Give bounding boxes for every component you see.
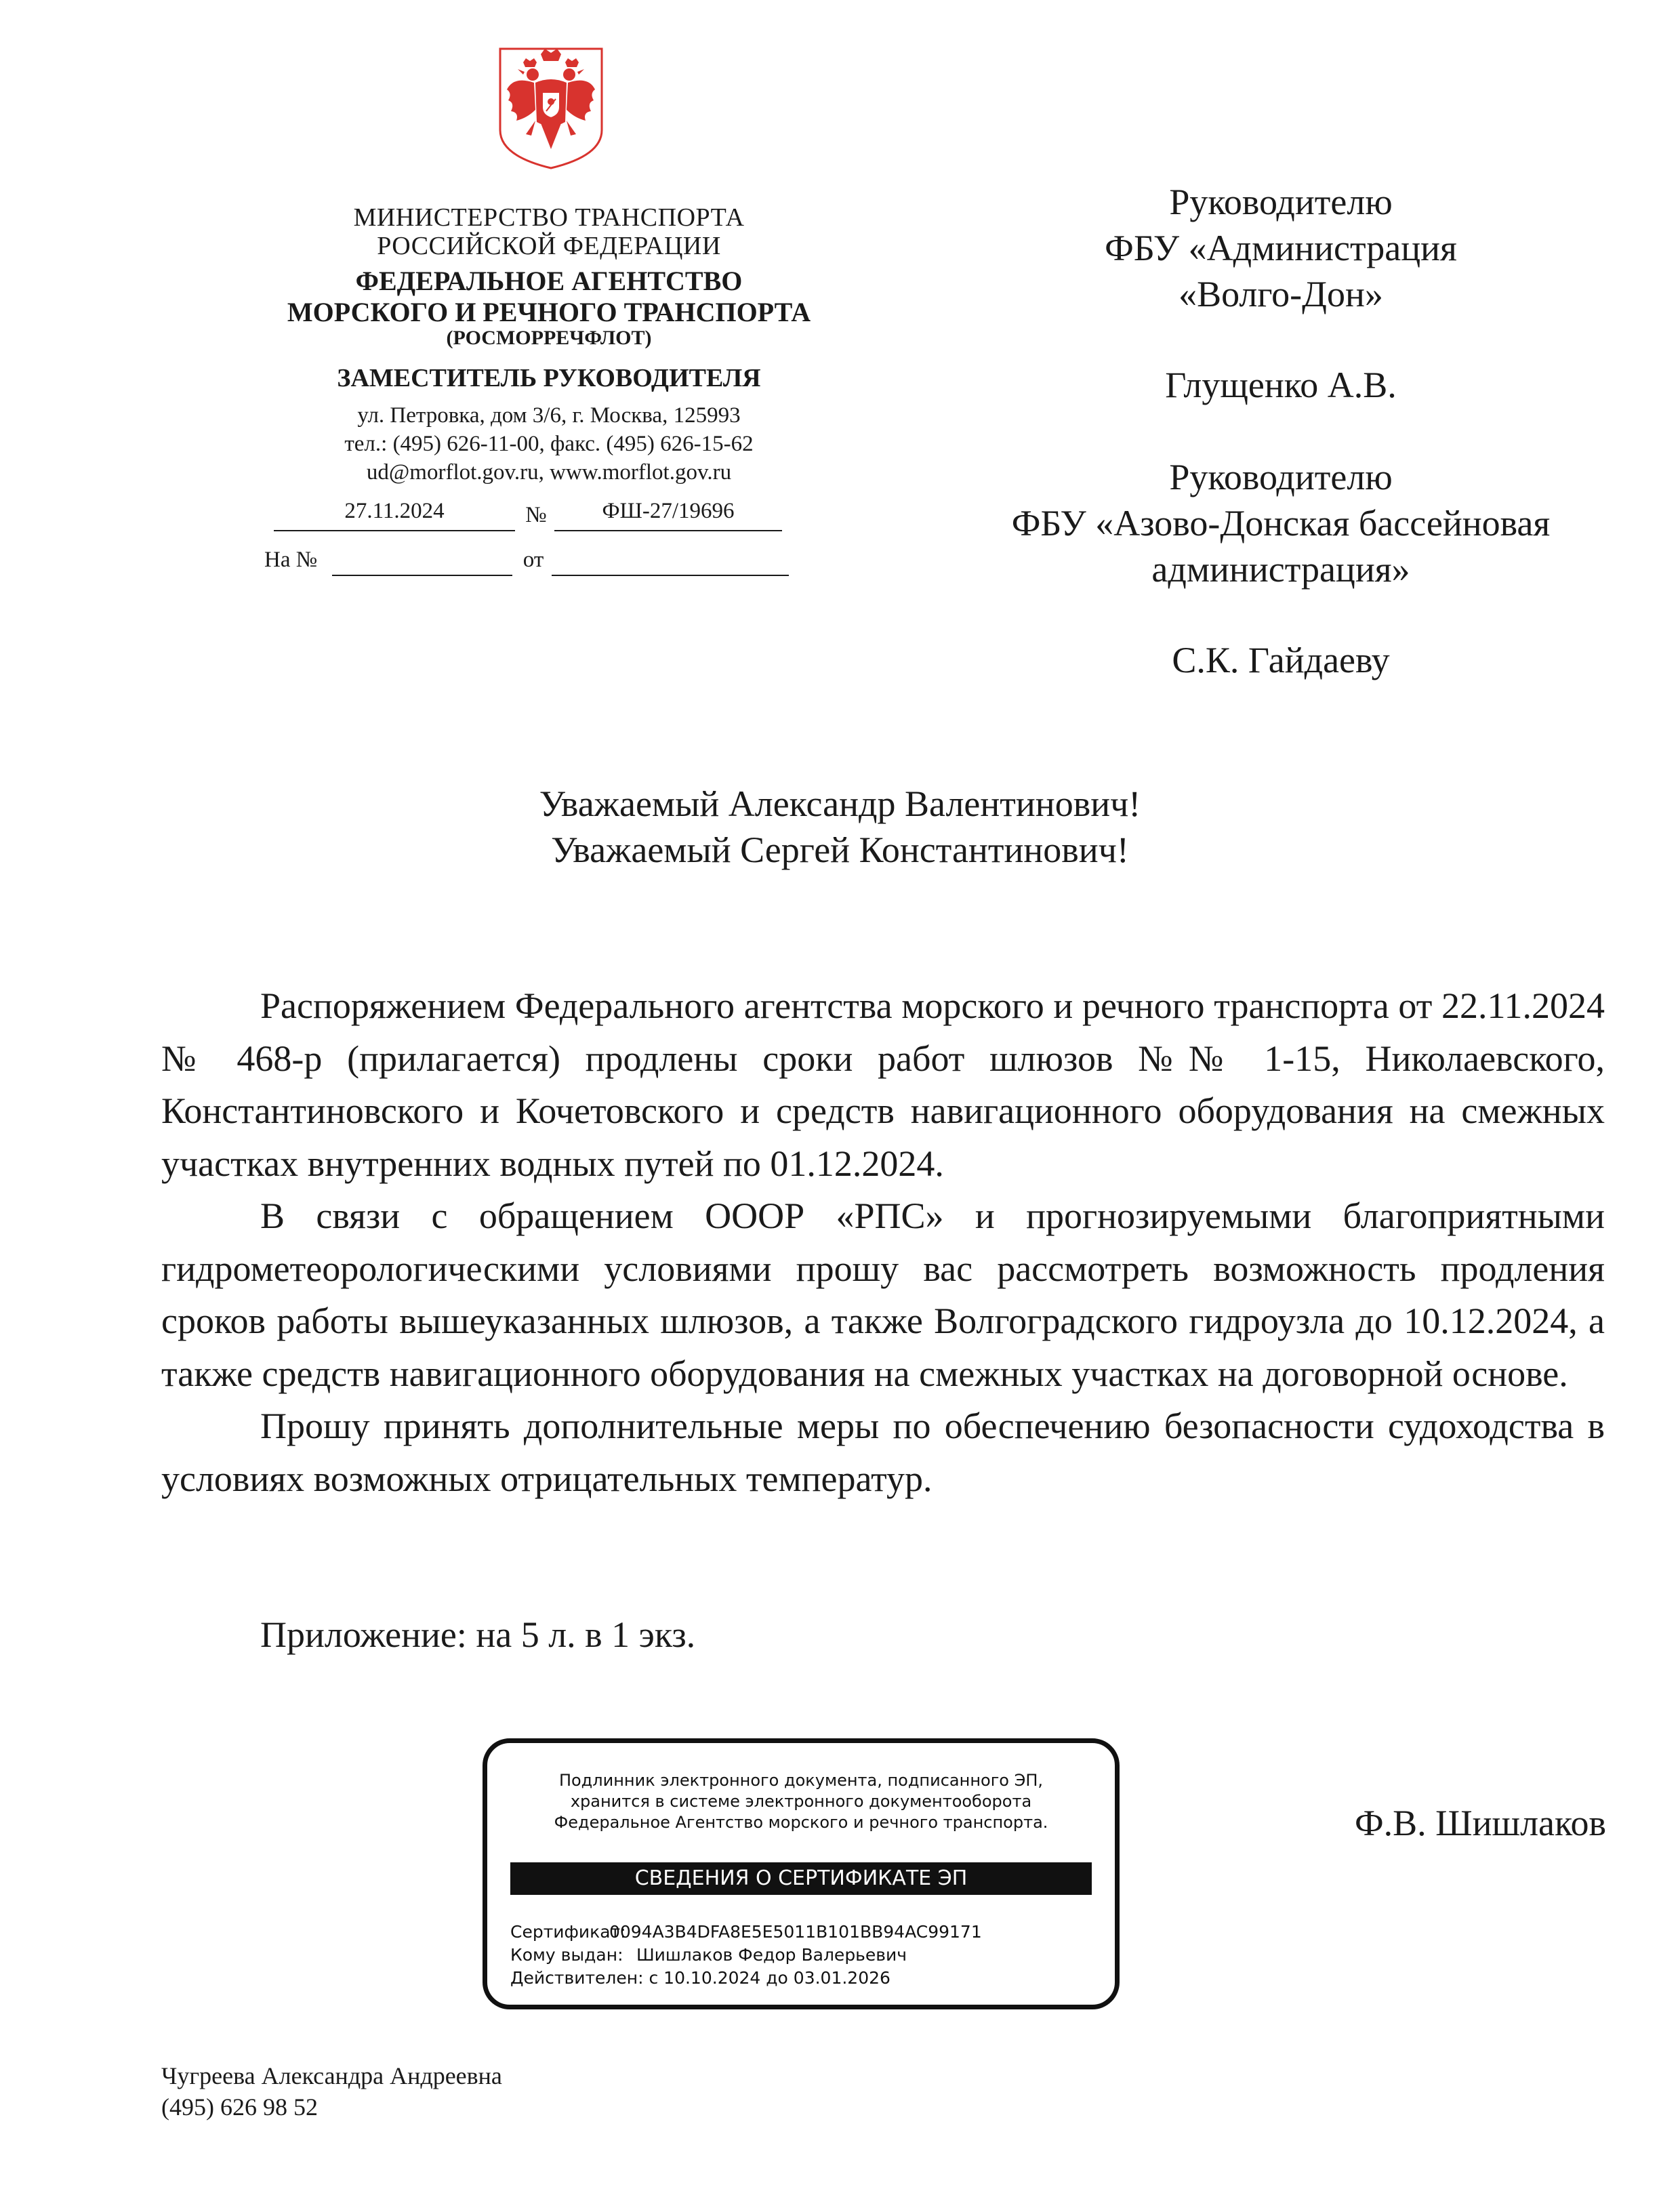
stamp-caption-line-3: Федеральное Агентство морского и речного транспорта.: [554, 1813, 1048, 1832]
salutation-line-2: Уважаемый Сергей Константинович!: [551, 830, 1129, 870]
addressee-2-line-3: администрация»: [1151, 549, 1410, 590]
addressee-2-name: С.К. Гайдаеву: [1172, 640, 1390, 680]
agency-line-1: ФЕДЕРАЛЬНОЕ АГЕНТСТВО: [355, 266, 743, 296]
letter-body: [161, 980, 1605, 1505]
agency-line-2: МОРСКОГО И РЕЧНОГО ТРАНСПОРТА: [287, 297, 811, 327]
valid-label: Действителен:: [510, 1968, 644, 1988]
body-paragraph-2: В связи с обращением ОООР «РПС» и прогнозируемыми благоприятными гидрометеорологическими условиями прошу вас рассмотреть возможность продления сроков работы вышеуказанных шлюзов, а также Волгоградского гидроузла до 10.12.2024, а также средств навигационного оборудования на смежных участках на договорной основе.: [161, 1195, 1605, 1394]
valid-value: с 10.10.2024 до 03.01.2026: [649, 1968, 890, 1988]
addressee-1-line-3: «Волго-Дон»: [1179, 274, 1383, 314]
reply-from-label: от: [523, 548, 544, 572]
body-paragraph-1: Распоряжением Федерального агентства морского и речного транспорта от 22.11.2024 № 468-р (прилагается) продлены сроки работ шлюзов №№ 1-15, Николаевского, Константиновского и Кочетовского и средств навигационного оборудования на смежных участках внутренних водных путей по 01.12.2024.: [161, 985, 1605, 1184]
addressee-2-line-1: Руководителю: [1169, 457, 1393, 497]
executor-phone: (495) 626 98 52: [161, 2093, 318, 2121]
cert-label: Сертификат:: [510, 1922, 626, 1942]
addressee-1-line-1: Руководителю: [1169, 182, 1393, 222]
stamp-caption-line-2: хранится в системе электронного документооборота: [570, 1792, 1032, 1811]
owner-label: Кому выдан:: [510, 1945, 623, 1965]
letterhead-phones: тел.: (495) 626-11-00, факс. (495) 626-15-62: [344, 432, 754, 456]
agency-short-name: (РОСМОРРЕЧФЛОТ): [446, 327, 652, 349]
salutation-line-1: Уважаемый Александр Валентинович!: [539, 783, 1141, 824]
ministry-line-2: РОССИЙСКОЙ ФЕДЕРАЦИИ: [377, 232, 721, 260]
electronic-signature-stamp: [483, 1738, 1120, 2009]
ministry-line-1: МИНИСТЕРСТВО ТРАНСПОРТА: [353, 203, 745, 232]
body-paragraph-3: Прошу принять дополнительные меры по обеспечению безопасности судоходства в условиях возможных отрицательных температур.: [161, 1406, 1605, 1499]
document-number: ФШ-27/19696: [602, 499, 735, 523]
reply-number-label: На №: [264, 548, 318, 572]
document-number-label: №: [525, 503, 547, 527]
addressee-1-line-2: ФБУ «Администрация: [1105, 228, 1457, 268]
signer-name: Ф.В. Шишлаков: [1354, 1803, 1606, 1843]
stamp-certificate-header: СВЕДЕНИЯ О СЕРТИФИКАТЕ ЭП: [510, 1862, 1092, 1895]
letterhead-web: ud@morflot.gov.ru, www.morflot.gov.ru: [366, 460, 732, 485]
executor-block: [161, 2060, 502, 2123]
stamp-caption-line-1: Подлинник электронного документа, подписанного ЭП,: [558, 1771, 1044, 1790]
executor-name: Чугреева Александра Андреевна: [161, 2062, 502, 2089]
addressee-2-line-2: ФБУ «Азово-Донская бассейновая: [1011, 503, 1551, 544]
owner-value: Шишлаков Федор Валерьевич: [636, 1945, 907, 1965]
addressee-2: [949, 454, 1613, 683]
stamp-certificate-info: [510, 1921, 982, 1990]
salutation: [0, 781, 1680, 873]
document-date: 27.11.2024: [344, 499, 445, 523]
appendix-note: Приложение: на 5 л. в 1 экз.: [260, 1614, 696, 1655]
addressee-1-name: Глущенко А.В.: [1165, 365, 1397, 405]
stamp-caption: [487, 1770, 1115, 1833]
letterhead-address: ул. Петровка, дом 3/6, г. Москва, 125993: [357, 403, 741, 428]
cert-value: 0094A3B4DFA8E5E5011B101BB94AC99171: [609, 1922, 982, 1942]
addressee-1: [949, 179, 1613, 408]
letterhead-position: ЗАМЕСТИТЕЛЬ РУКОВОДИТЕЛЯ: [337, 364, 761, 392]
